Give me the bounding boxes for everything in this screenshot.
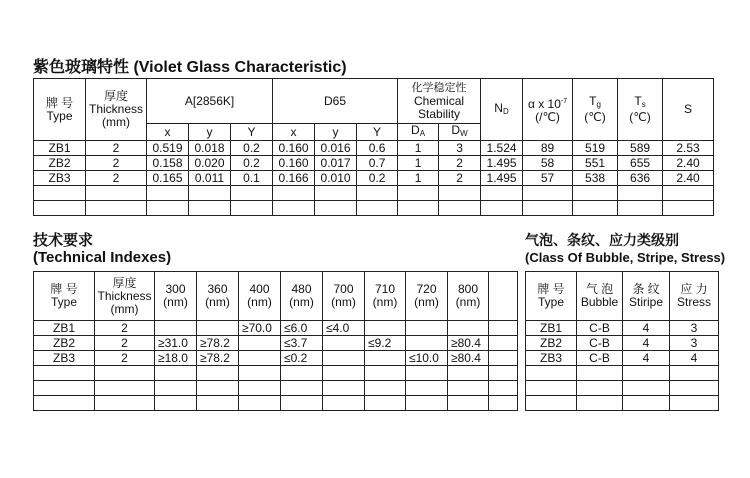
violet-glass-empty-cell [618,201,663,216]
header-d65-x: x [273,124,315,141]
violet-glass-empty-cell [86,186,147,201]
technical-index-empty-cell [155,366,197,381]
nm-unit: (nm) [247,295,272,309]
violet-glass-cell: 538 [573,171,618,186]
technical-index-cell [197,321,239,336]
technical-index-cell: ≤3.7 [281,336,323,351]
violet-glass-cell: 0.017 [315,156,357,171]
violet-glass-cell: 0.6 [357,141,398,156]
violet-glass-cell: 0.519 [147,141,189,156]
technical-index-cell: ZB2 [34,336,95,351]
violet-glass-cell: 57 [523,171,573,186]
violet-glass-empty-cell [481,201,523,216]
t2-header-thickness-cn: 厚度 [112,275,137,290]
wavelength-800: 800 [457,282,479,296]
technical-index-cell: 2 [95,336,155,351]
header-nd-main: N [494,100,503,115]
header-da-sub: A [419,129,426,138]
violet-glass-empty-cell [663,186,714,201]
header-d65-y: y [315,124,357,141]
technical-index-empty-cell [95,366,155,381]
technical-indexes-title [33,232,171,266]
violet-glass-empty-cell [663,201,714,216]
class-empty-row [526,396,719,411]
technical-index-empty-cell [34,381,95,396]
header-alpha-sup: -7 [560,98,568,105]
violet-glass-cell: 0.020 [189,156,231,171]
technical-index-empty-cell [95,396,155,411]
technical-index-cell: ZB3 [34,351,95,366]
t3-header-bubble [577,272,623,321]
violet-glass-empty-cell [439,201,481,216]
violet-glass-characteristic-table [33,78,714,216]
class-cell: C-B [577,351,623,366]
technical-index-empty-cell [323,366,365,381]
t3-header-bubble-en: Bubble [580,295,619,309]
class-row [526,336,719,351]
class-title-cn: 气泡、条纹、应力类级别 [525,232,679,248]
technical-index-empty-cell [323,396,365,411]
technical-index-empty-cell [323,381,365,396]
technical-index-empty-row [34,366,518,381]
technical-index-empty-cell [239,381,281,396]
header-alpha-unit: (/℃) [535,110,560,124]
header-nd-sub: D [502,106,509,116]
class-empty-cell [577,381,623,396]
violet-glass-cell: 0.165 [147,171,189,186]
class-cell: ZB3 [526,351,577,366]
class-empty-cell [670,366,719,381]
header-thickness [86,79,147,141]
class-cell: C-B [577,336,623,351]
technical-index-row [34,321,518,336]
header-dw-main: D [451,123,461,137]
technical-index-cell: ≤9.2 [365,336,406,351]
t3-header-stripe [623,272,670,321]
technical-index-cell [239,351,281,366]
technical-index-empty-cell [365,381,406,396]
violet-glass-empty-cell [398,201,439,216]
t3-header-bubble-cn: 气 泡 [585,282,614,296]
header-s: S [663,79,714,141]
violet-glass-empty-cell [357,201,398,216]
violet-glass-cell: 0.018 [189,141,231,156]
violet-glass-empty-row [34,201,714,216]
class-cell: 4 [623,336,670,351]
header-ts-main: T [634,94,642,108]
violet-glass-cell: 2 [86,156,147,171]
violet-glass-empty-cell [231,201,273,216]
technical-index-empty-cell [406,366,448,381]
violet-glass-cell: 2.53 [663,141,714,156]
violet-glass-cell: 2.40 [663,171,714,186]
class-empty-cell [623,381,670,396]
header-dw [439,124,481,141]
class-empty-cell [526,366,577,381]
class-title [525,232,725,266]
nm-unit: (nm) [205,295,230,309]
technical-index-empty-cell [34,366,95,381]
violet-glass-empty-cell [86,201,147,216]
violet-glass-cell: 0.011 [189,171,231,186]
header-chem-en2: Stability [418,106,461,121]
header-thickness-cn: 厚度 [103,89,128,103]
t3-header-grade [526,272,577,321]
technical-index-cell: ≥31.0 [155,336,197,351]
violet-glass-empty-row [34,186,714,201]
class-empty-cell [623,396,670,411]
technical-index-cell: ≤10.0 [406,351,448,366]
technical-index-cell [239,336,281,351]
technical-index-cell [323,336,365,351]
class-cell: 3 [670,336,719,351]
wavelength-300: 300 [165,282,186,296]
technical-index-row [34,336,518,351]
header-ts [618,79,663,141]
header-alpha [523,79,573,141]
technical-index-empty-cell [365,366,406,381]
violet-glass-empty-cell [523,201,573,216]
nm-unit: (nm) [455,295,481,309]
violet-glass-empty-cell [398,186,439,201]
technical-index-empty-row [34,381,518,396]
nm-unit: (nm) [414,295,439,309]
violet-glass-empty-cell [481,186,523,201]
header-a-y: y [189,124,231,141]
violet-glass-empty-cell [315,201,357,216]
t2-header-800 [448,272,489,321]
wavelength-720: 720 [416,282,437,296]
violet-glass-empty-cell [273,186,315,201]
technical-index-empty-cell [448,366,489,381]
violet-glass-empty-cell [357,186,398,201]
header-grade-cn: 牌 号 [45,95,74,110]
header-chemical-stability [398,79,481,124]
technical-index-empty-cell [448,381,489,396]
t2-header-grade-en: Type [50,295,77,309]
technical-index-cell: ≤6.0 [281,321,323,336]
violet-glass-empty-cell [189,201,231,216]
violet-glass-empty-cell [34,186,86,201]
violet-glass-cell: 2 [86,171,147,186]
header-ts-unit: (℃) [629,110,651,124]
header-dw-sub: W [460,129,468,138]
technical-index-cell: ≥70.0 [239,321,281,336]
violet-glass-cell: 1.495 [481,171,523,186]
technical-index-cell: ≥18.0 [155,351,197,366]
violet-glass-cell: 0.016 [315,141,357,156]
violet-glass-cell: 1 [398,141,439,156]
violet-glass-cell: 3 [439,141,481,156]
violet-glass-cell: 89 [523,141,573,156]
violet-glass-cell: 1.495 [481,156,523,171]
class-cell: ZB2 [526,336,577,351]
technical-index-empty-cell [448,396,489,411]
technical-index-cell [406,336,448,351]
technical-index-cell [448,321,489,336]
violet-glass-row [34,156,714,171]
violet-glass-cell: 0.1 [231,171,273,186]
technical-index-empty-row [34,396,518,411]
technical-index-empty-cell [197,381,239,396]
class-empty-row [526,366,719,381]
violet-glass-cell: 1.524 [481,141,523,156]
header-a2856k: A[2856K] [147,79,273,124]
nm-unit: (nm) [163,295,188,309]
t2-header-thickness-en: Thickness [97,288,152,303]
header-chem-cn: 化学稳定性 [411,81,467,94]
class-empty-cell [577,366,623,381]
t2-header-480 [281,272,323,321]
class-cell: ZB1 [526,321,577,336]
violet-glass-cell: 0.158 [147,156,189,171]
nm-unit: (nm) [331,295,356,309]
header-tg-main: T [589,94,597,108]
violet-glass-cell: ZB3 [34,171,86,186]
technical-index-cell: 2 [95,321,155,336]
technical-indexes-title-cn: 技术要求 [33,232,94,249]
t2-header-700 [323,272,365,321]
violet-glass-cell: 2 [86,141,147,156]
nm-unit: (nm) [372,295,398,309]
technical-index-empty-cell [365,396,406,411]
technical-index-cell: 2 [95,351,155,366]
technical-index-empty-cell [406,396,448,411]
header-grade [34,79,86,141]
t2-header-grade [34,272,95,321]
header-alpha-main: α x 10 [527,97,561,111]
t2-header-360 [197,272,239,321]
class-cell: 4 [623,351,670,366]
violet-glass-cell: 0.2 [231,141,273,156]
violet-glass-empty-cell [573,186,618,201]
t2-header-grade-cn: 牌 号 [50,282,78,296]
violet-glass-empty-cell [439,186,481,201]
technical-index-empty-cell [281,366,323,381]
violet-glass-empty-cell [618,186,663,201]
technical-index-empty-cell [95,381,155,396]
header-chem-en1: Chemical [414,93,465,108]
violet-glass-empty-cell [573,201,618,216]
violet-glass-cell: 519 [573,141,618,156]
violet-glass-empty-cell [189,186,231,201]
technical-index-cell [365,351,406,366]
header-tg-sub: g [596,100,601,109]
class-empty-cell [526,381,577,396]
technical-index-cell [489,336,518,351]
header-grade-en: Type [46,108,73,123]
violet-glass-empty-cell [523,186,573,201]
violet-glass-cell: 636 [618,171,663,186]
violet-glass-cell: 2.40 [663,156,714,171]
class-empty-cell [577,396,623,411]
t2-header-thickness [95,272,155,321]
header-a-Y: Y [231,124,273,141]
technical-index-empty-cell [155,396,197,411]
header-d65-Y: Y [357,124,398,141]
wavelength-480: 480 [291,282,312,296]
header-da-main: D [411,123,420,137]
violet-glass-title: 紫色玻璃特性 (Violet Glass Characteristic) [33,59,347,76]
wavelength-700: 700 [333,282,354,296]
violet-glass-cell: 0.166 [273,171,315,186]
violet-glass-cell: 0.2 [231,156,273,171]
t3-header-grade-cn: 牌 号 [537,282,565,296]
technical-index-cell [489,351,518,366]
technical-index-empty-cell [489,366,518,381]
wavelength-400: 400 [249,282,270,296]
technical-index-cell: ≥78.2 [197,351,239,366]
header-da [398,124,439,141]
header-nd [481,79,523,141]
violet-glass-empty-cell [147,186,189,201]
class-table [525,271,719,411]
violet-glass-cell: ZB1 [34,141,86,156]
class-empty-cell [670,381,719,396]
class-cell: 4 [670,351,719,366]
technical-indexes-table [33,271,518,411]
technical-index-cell [489,321,518,336]
class-cell: 3 [670,321,719,336]
violet-glass-cell: 0.7 [357,156,398,171]
t2-header-thickness-unit: (mm) [110,301,139,316]
technical-index-empty-cell [34,396,95,411]
class-empty-cell [670,396,719,411]
wavelength-710: 710 [374,282,396,296]
technical-index-cell [406,321,448,336]
t3-header-stress-cn: 应 力 [680,282,708,296]
violet-glass-row [34,141,714,156]
technical-index-empty-cell [239,366,281,381]
violet-glass-cell: 551 [573,156,618,171]
technical-index-row [34,351,518,366]
violet-glass-cell: ZB2 [34,156,86,171]
violet-glass-empty-cell [147,201,189,216]
violet-glass-cell: 589 [618,141,663,156]
technical-index-cell: ≥78.2 [197,336,239,351]
t2-header-710 [365,272,406,321]
nm-unit: (nm) [289,295,314,309]
class-row [526,321,719,336]
class-empty-row [526,381,719,396]
violet-glass-row [34,171,714,186]
violet-glass-cell: 2 [439,156,481,171]
class-title-en: (Class Of Bubble, Stripe, Stress) [525,250,726,265]
technical-index-empty-cell [239,396,281,411]
t2-header-blank [489,272,518,321]
t3-header-stripe-en: Stiripe [628,295,663,309]
violet-glass-cell: 1 [398,171,439,186]
violet-glass-empty-cell [273,201,315,216]
class-row [526,351,719,366]
t3-header-stress [670,272,719,321]
violet-glass-cell: 58 [523,156,573,171]
technical-index-empty-cell [197,366,239,381]
header-tg-unit: (℃) [584,110,606,124]
t3-header-grade-en: Type [537,295,564,309]
violet-glass-empty-cell [315,186,357,201]
violet-glass-cell: 1 [398,156,439,171]
technical-index-cell [323,351,365,366]
violet-glass-cell: 655 [618,156,663,171]
t3-header-stripe-cn: 条 纹 [632,282,660,296]
technical-index-cell: ≥80.4 [448,351,489,366]
header-a-x: x [147,124,189,141]
technical-index-cell [155,321,197,336]
header-tg [573,79,618,141]
technical-index-cell: ZB1 [34,321,95,336]
technical-index-cell: ≤0.2 [281,351,323,366]
violet-glass-cell: 0.160 [273,141,315,156]
t2-header-400 [239,272,281,321]
t2-header-720 [406,272,448,321]
technical-index-cell: ≥80.4 [448,336,489,351]
class-cell: 4 [623,321,670,336]
class-empty-cell [623,366,670,381]
header-ts-sub: s [641,100,646,109]
violet-glass-cell: 2 [439,171,481,186]
technical-index-cell: ≤4.0 [323,321,365,336]
header-thickness-en: Thickness [88,102,144,116]
technical-index-cell [365,321,406,336]
violet-glass-empty-cell [231,186,273,201]
technical-index-empty-cell [155,381,197,396]
t3-header-stress-en: Stress [676,295,711,309]
technical-index-empty-cell [281,381,323,396]
technical-index-empty-cell [489,381,518,396]
header-d65: D65 [273,79,398,124]
technical-indexes-title-en: (Technical Indexes) [33,249,172,266]
technical-index-empty-cell [197,396,239,411]
violet-glass-cell: 0.2 [357,171,398,186]
violet-glass-cell: 0.010 [315,171,357,186]
header-thickness-unit: (mm) [102,115,130,129]
class-cell: C-B [577,321,623,336]
t2-header-300 [155,272,197,321]
technical-index-empty-cell [281,396,323,411]
class-empty-cell [526,396,577,411]
technical-index-empty-cell [489,396,518,411]
violet-glass-empty-cell [34,201,86,216]
technical-index-empty-cell [406,381,448,396]
violet-glass-cell: 0.160 [273,156,315,171]
wavelength-360: 360 [207,282,228,296]
